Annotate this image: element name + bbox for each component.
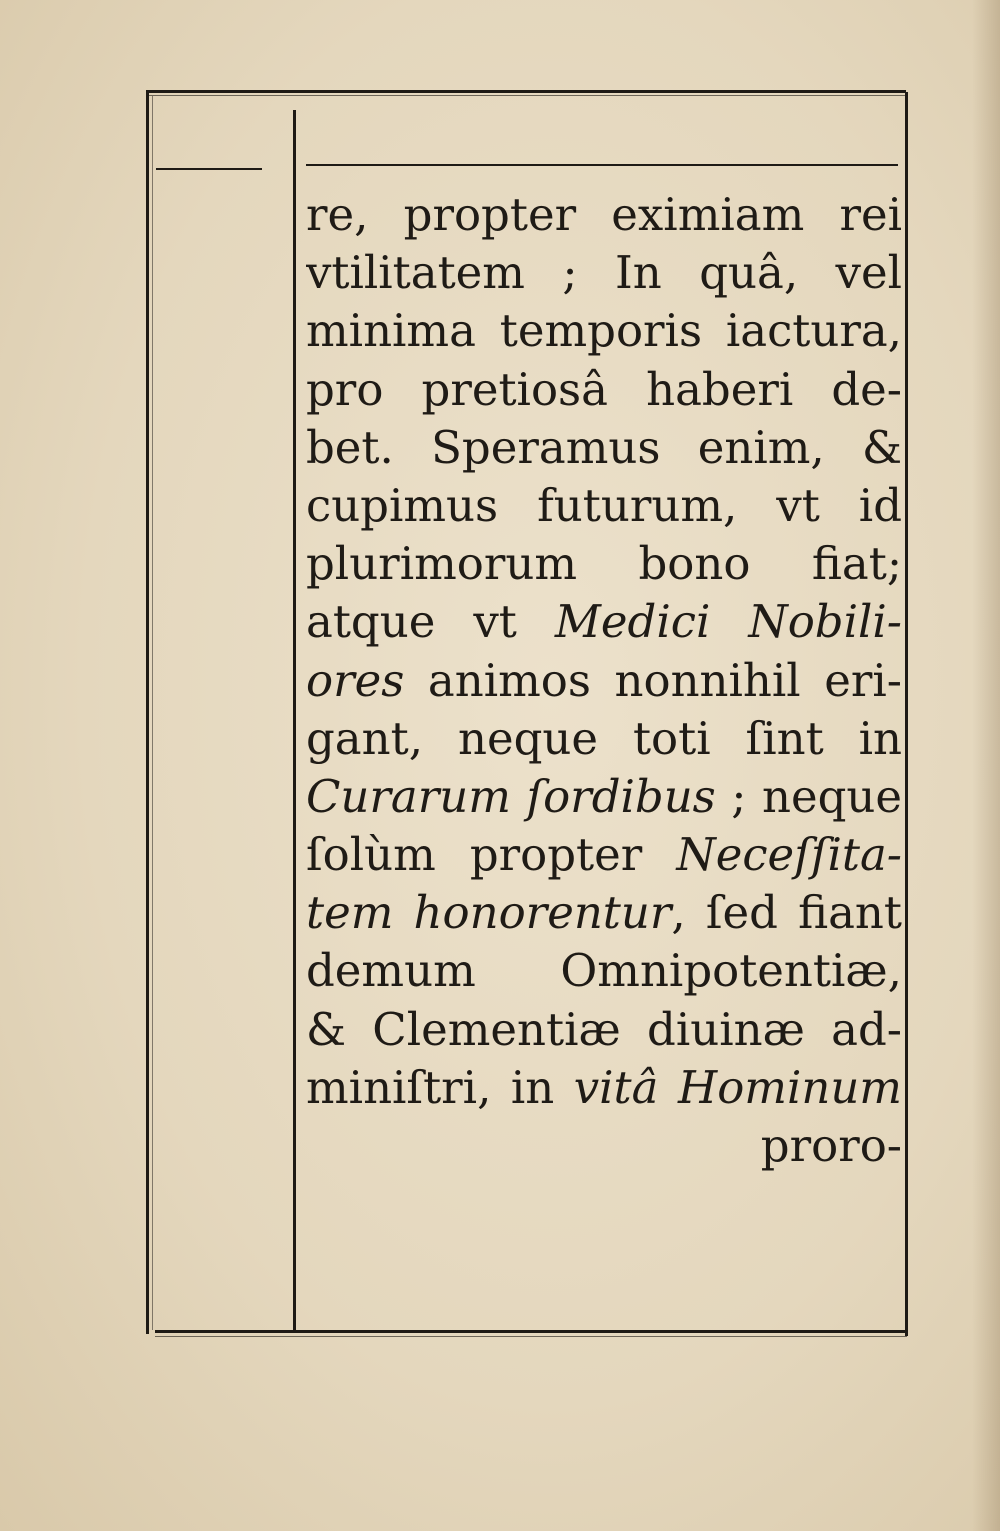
italic-text: ores (306, 653, 405, 707)
italic-text: vitâ Hominum (573, 1060, 902, 1114)
text-line: atque vt Medici Nobili- (306, 595, 902, 649)
text-line: ores animos nonnihil eri- (306, 653, 902, 707)
text-line: pro pretiosâ haberi de- (306, 362, 902, 416)
catchword: proro- (760, 1119, 902, 1172)
italic-text: tem honorentur (306, 886, 672, 940)
text-line: miniſtri, in vitâ Hominum (306, 1060, 902, 1114)
page-edge-shadow (972, 0, 1000, 1531)
text-line: minima temporis iactura, (306, 304, 902, 358)
text-line: tem honorentur, ſed fiant (306, 886, 902, 940)
left-outer-rule (146, 90, 149, 1334)
text-line: cupimus futurum, vt id (306, 478, 902, 532)
bottom-rule-secondary (155, 1336, 907, 1337)
text-line: gant, neque toti ſint in (306, 711, 902, 765)
text-line: plurimorum bono fiat; (306, 537, 902, 591)
margin-column-rule (293, 110, 296, 1332)
top-rule-secondary (148, 95, 906, 96)
italic-text: Medici Nobili- (554, 595, 902, 649)
text-top-rule (306, 164, 898, 166)
bottom-rule (155, 1330, 907, 1333)
right-outer-rule (905, 92, 908, 1336)
italic-text: Neceſſita- (676, 828, 902, 882)
text-line: bet. Speramus enim, & (306, 420, 902, 474)
text-line: demum Omnipotentiæ, (306, 944, 902, 998)
text-line: ſolùm propter Neceſſita- (306, 828, 902, 882)
text-line: re, propter eximiam rei (306, 188, 902, 241)
margin-short-rule (156, 168, 262, 170)
italic-text: Curarum ſordibus (306, 769, 716, 823)
text-line: vtilitatem ; In quâ, vel (306, 246, 902, 300)
latin-text-block (306, 186, 902, 1175)
left-inner-rule (152, 96, 153, 1330)
text-line: Curarum ſordibus ; neque (306, 769, 902, 823)
text-line: & Clementiæ diuinæ ad- (306, 1002, 902, 1056)
top-rule (148, 90, 906, 93)
